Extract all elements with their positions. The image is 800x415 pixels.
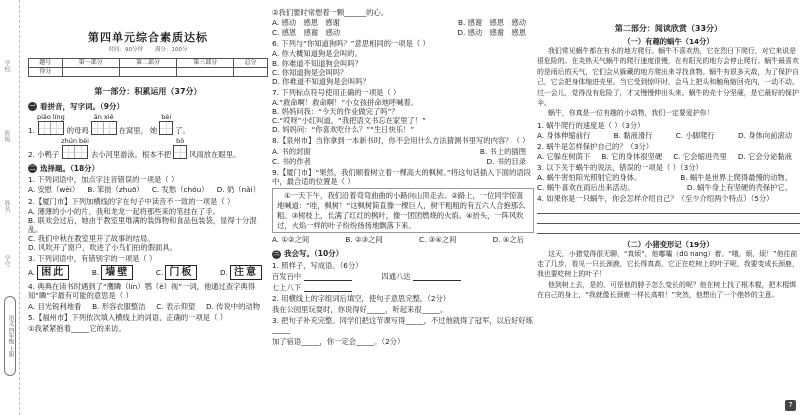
option[interactable]: B. 黏液滑行	[613, 130, 653, 140]
question-stem: 1. 蜗牛爬行的速度是（ ）（3分）	[537, 120, 645, 130]
score-cell: 第三部分	[177, 58, 234, 67]
idiom-example	[272, 283, 534, 292]
option[interactable]: C.“哎呀”小红叫道，“我把语文书忘在家里了！”	[272, 116, 426, 126]
option[interactable]: A. 书的封面	[272, 146, 311, 156]
score-cell[interactable]	[177, 67, 234, 76]
option[interactable]: D. 身体向前滚动	[737, 130, 792, 140]
question-stem: 8.【泉州市】当你拿到一本新书时，你不会用什么方法猜测书里写的内容？（ ）	[272, 136, 530, 146]
option[interactable]: B. 你难道不知道狗会叫吗？	[272, 58, 362, 68]
sentence-text: 她	[149, 125, 158, 135]
options-row	[28, 185, 268, 194]
option[interactable]: C. 我们中秋在教室里开了故事的结局。	[28, 234, 155, 244]
option[interactable]: C. 蜗牛喜欢在雨后出来活动。	[537, 183, 635, 193]
option[interactable]: C. 表示仰望	[156, 301, 196, 311]
exam-meta	[28, 47, 268, 54]
part-two-title: 第二部分：阅读欣赏（33分）	[614, 24, 723, 33]
option[interactable]: C. 你知道狗是会叫吗？	[272, 67, 348, 77]
pinyin-cell[interactable]	[173, 137, 187, 159]
options-row	[272, 147, 534, 156]
option[interactable]: B. 笨拙（zhuō）	[87, 185, 144, 195]
strip-label-school: 学校	[3, 60, 10, 72]
passage-title: （一）有趣的蜗牛（14分）	[623, 37, 714, 46]
option[interactable]: A. ①②之间	[272, 235, 310, 245]
section-number-icon: 一	[29, 102, 36, 110]
exam-title: 第四单元综合素质达标	[88, 31, 208, 44]
option[interactable]: A.“救命啊！救命啊！”小女孩拼命地呼喊着。	[272, 97, 419, 107]
section-header	[28, 164, 268, 173]
tian-grid	[38, 121, 64, 135]
score-cell: 第一部分	[62, 58, 119, 67]
question-stem: 7. 下列标点符号使用正确的一项是（ ）	[272, 87, 401, 97]
options-row	[537, 173, 800, 182]
section-number-icon: 二	[29, 164, 36, 172]
options-list	[272, 98, 534, 134]
answer-blank[interactable]	[413, 274, 461, 281]
option[interactable]	[220, 265, 262, 280]
option[interactable]: A. 薄薄的小小的片，我和龙龙一起将那些来的笔挂在了手。	[28, 206, 220, 216]
reading-paragraph: 他到树上去，是的，可是他的脖子怎么变长的呢？他在树上找了根木棍，把木棍绑在自己的身上，“我就像长颈鹿一样长高啦！”突然，他想出了一个绝妙的主意。	[537, 280, 797, 300]
score-cell[interactable]	[234, 67, 268, 76]
question-stem: 2.【厦门市】下列加横线的字在句子中读音不一致的一项是（ ）	[28, 196, 235, 206]
pinyin-cell[interactable]	[91, 113, 117, 135]
sentence-text: 风雨放在眼里。	[189, 149, 241, 159]
option[interactable]: D. 蜗牛身上有坚硬的壳保护它。	[686, 183, 792, 193]
reading-paragraph: 这天，小猪觉得很无聊，“真烦”，他嘟囔（dū nang）着。“哦，烦，烦！”他往前走了几步，看见一只长颈鹿，它长得真高，它正在吃树上的叶子呢，我要变成长颈鹿，我也要吃树上的叶子！	[537, 249, 799, 279]
pinyin-cell[interactable]	[159, 113, 173, 135]
word-tile: 墙壁	[101, 265, 133, 280]
question-stem: 2. 蜗牛是怎样保护自己的？（3分）	[537, 141, 654, 151]
answer-line[interactable]	[537, 205, 800, 214]
pinyin-text: bèi	[161, 113, 172, 121]
idiom-text: 四通八达	[381, 271, 411, 281]
option[interactable]: D. 风吹开了窗户，吹进了小鸟们拍的假面具。	[28, 243, 177, 253]
answer-line[interactable]	[537, 225, 800, 234]
pinyin-text: bō	[176, 137, 185, 145]
option[interactable]: C. 感恩 感谢 感动	[272, 28, 341, 38]
page-number: 7	[785, 400, 796, 411]
word-tiles	[28, 265, 268, 280]
strip-label-class: 班级	[3, 130, 10, 142]
pinyin-cell[interactable]	[61, 137, 89, 159]
option[interactable]: D. ④之后	[492, 235, 524, 245]
exam-time: 时间：90分钟	[108, 46, 143, 53]
option[interactable]: A. 感动 感恩 感谢	[272, 18, 340, 28]
option[interactable]: B. 形容衣服整洁	[92, 301, 146, 311]
section-title: 选择题。（18分）	[40, 164, 100, 173]
option[interactable]: C. 发愁（chóu）	[151, 185, 209, 195]
question-stem: 3. 以下关于蜗牛的说法，错误的一项是（ ）（3分）	[537, 163, 703, 173]
question-stem: 6. 下列与“你知道狗吗？”意思相同的一项是（ ）	[272, 39, 430, 49]
option[interactable]: D. 妈妈问：“你喜欢吃什么？”“生日快乐！”	[272, 125, 415, 135]
reading-paragraph: 蜗牛，你真是一位有趣的小动物，我们一定要爱护你！	[548, 109, 714, 118]
question-stem: 4. 如果你是一只蜗牛，你会怎样介绍自己？（至少介绍两个特点）（5分）	[537, 194, 774, 204]
idiom-text: 七上八下	[272, 283, 302, 293]
option[interactable]: B. 感谢 感恩 感动	[457, 18, 526, 28]
option-letter: A.	[28, 268, 36, 278]
option[interactable]: D. 你难道不知道狗是会叫吗？	[272, 76, 370, 86]
question-stem: 5.【福州市】下列依次填入横线上的词语，正确的一项是（ ）	[28, 312, 227, 322]
reading-paragraph: 我们常见蜗牛都在有水的地方爬行。蜗牛不喜欢热，它在烈日下爬行，对它来说是很危险的。在炎热天气蜗牛的爬行速度很慢，在有阳光的地方会停止爬行。蜗牛最喜欢的是雨后的天气，它们会从躲藏的地方爬出来寻找食物。蜗牛有很多天敌，为了保护自己，它会把身体缩进壳里。当它受到惊吓时，会马上把头和触角缩回壳内，一动不动。过一会儿，觉得没有危险了，才又慢慢伸出头来。蜗牛的壳十分坚硬，是它最好的保护伞。	[537, 47, 799, 107]
question-stem: 1. 下列词语中，加点字注音错误的一项是（ ）	[28, 175, 179, 185]
options-row	[537, 131, 800, 140]
option[interactable]: A. 蜗牛害怕阳光照射它的身体。	[537, 173, 642, 183]
options-list	[28, 207, 268, 253]
option-letter: D.	[220, 268, 228, 278]
idiom-text: 百发百中	[272, 271, 302, 281]
pinyin-row-2	[28, 137, 268, 159]
option[interactable]: B. 蜗牛是世界上爬得最慢的动物。	[680, 173, 792, 183]
sentence-text: 去小河里游泳，根本不把	[90, 149, 172, 159]
options-list	[272, 49, 534, 85]
option[interactable]: D. 传说中的动物	[205, 301, 260, 311]
strip-label-name: 姓名	[3, 200, 10, 212]
word-tile: 注意	[230, 265, 262, 280]
option[interactable]: C. ③④之间	[418, 235, 457, 245]
score-cell[interactable]	[119, 67, 176, 76]
option[interactable]: C. 书的作者	[272, 156, 311, 166]
strip-label-id: 学号	[3, 255, 10, 267]
sentence-text: 2. 小鸭子	[28, 149, 60, 159]
question-stem: 2. 用横线上的字组词后填空，使句子意思完整。（2分）	[272, 294, 451, 304]
option[interactable]: A. 目光锐利地看	[28, 301, 82, 311]
score-cell: 题号	[29, 58, 63, 67]
part-one-title: 第一部分：积累运用（37分）	[94, 86, 202, 96]
option[interactable]: B. 书上的插图	[479, 146, 526, 156]
answer-blank[interactable]	[304, 274, 352, 281]
option[interactable]: D. 奶（nǎi）	[216, 185, 260, 195]
options-row	[272, 235, 534, 244]
section-title: 我会写。（10分）	[284, 249, 344, 259]
option[interactable]: C. 它会缩进壳里	[673, 151, 727, 161]
page-right	[537, 0, 800, 415]
options-row	[272, 28, 534, 37]
answer-blank[interactable]	[304, 285, 352, 292]
idiom-example	[272, 272, 352, 281]
score-cell: 总分	[234, 58, 268, 67]
options-row	[537, 152, 800, 161]
option[interactable]: B. ②③之间	[345, 235, 383, 245]
question-stem: 9.【厦门市】“果然，我们顺着树立着一棵高大的枫树。”将这句话插入下面的语段中，最合适的位置是（ ）	[272, 167, 531, 186]
options-row	[28, 302, 268, 311]
option[interactable]: D. 它会分泌黏液	[737, 151, 792, 161]
pinyin-row-1	[28, 113, 268, 135]
passage-title: （二）小猪变形记（19分）	[623, 239, 714, 249]
option[interactable]: A. 安慰（wèi）	[28, 185, 80, 195]
tian-grid	[173, 145, 187, 159]
idiom-row	[272, 272, 534, 281]
options-row	[272, 157, 534, 166]
grade-badge: 语文 四年级 上册	[4, 296, 16, 376]
options-row	[537, 183, 800, 192]
option[interactable]	[28, 265, 69, 280]
question-number: 1.	[28, 125, 35, 135]
tian-grid	[62, 145, 88, 159]
page-left	[0, 0, 270, 415]
word-tile: 门板	[165, 265, 197, 280]
option[interactable]	[92, 265, 133, 280]
score-cell: 第二部分	[119, 58, 176, 67]
exam-full-score: 满分：100分	[155, 46, 188, 53]
question-line: 我在公园里玩耍时，你说得好_____，听起来很_____。	[272, 305, 448, 315]
question-stem: 3. 下列词语中，有错别字的一项是（ ）	[28, 254, 157, 264]
score-cell: 得分	[29, 67, 63, 76]
option-letter: C.	[155, 268, 164, 278]
section-title: 看拼音，写字词。（9分）	[40, 101, 124, 111]
options-row	[272, 18, 534, 27]
option[interactable]: A. 它躲在树荫下	[537, 151, 591, 161]
pinyin-text: ān xiē	[93, 113, 114, 121]
sentence-text: 的母鸡	[66, 125, 89, 135]
question-line: ①我紧紧抱着_____它的来访。	[28, 323, 126, 333]
option[interactable]: B. 联欢会过后，她由于教室里堆满的装饰物和食品包装袋，显得十分混乱。	[28, 215, 257, 234]
score-cell[interactable]	[62, 67, 119, 76]
pinyin-cell[interactable]	[37, 113, 65, 135]
question-stem: 4. 典典在读书时遇到了“鹰瞵（lín）鹗（è）视”一词，他通过查字典得知“瞵”字最有可能的意思是（ ）	[28, 282, 256, 301]
option[interactable]: D. 书的目录	[486, 156, 526, 166]
sentence-text: 在窝里，	[118, 125, 148, 135]
question-line: 加了宿语_____，你一定会_____。（2分）	[272, 336, 405, 346]
option[interactable]: A. 身体伸缩前行	[537, 130, 591, 140]
sentence-text: 了。	[175, 125, 190, 135]
tian-grid	[159, 121, 173, 135]
option-letter: B.	[91, 268, 100, 278]
question-stem: 3. 把句子补充完整。同学们把这节课写得_____，不过他就得了冠军，以后好好练_____	[272, 316, 534, 335]
pinyin-text: piāo líng	[36, 113, 65, 121]
option[interactable]: D. 感动 感谢 感恩	[457, 28, 526, 38]
tian-grid	[91, 121, 117, 135]
score-table	[28, 58, 268, 77]
option[interactable]: A. 你大概知道狗是会叫的。	[272, 49, 362, 59]
reading-passage: ①一天下午，我们沿着弯弯曲曲的小路向山顶走去。②路上，一位同学惊喜地喊道：“哇，枫树！”这枫树简直像一棵巨人，树干粗粗的有五六人合抱那么粗。③树枝上，长满了红红的枫叶，像一团团燃烧的火焰。④抬头，一阵风吹过，火焰一样的叶子纷纷扬扬地飘落下来。	[272, 188, 534, 233]
pinyin-text: zhūn bèi	[61, 137, 89, 145]
binding-strip	[0, 0, 20, 415]
option[interactable]: C. 小脚爬行	[675, 130, 715, 140]
question-stem: 1. 照样子，写成语。（6分）	[272, 260, 363, 270]
section-header	[28, 102, 268, 111]
option[interactable]: B. 它的身体很坚硬	[601, 151, 663, 161]
word-tile: 困此	[37, 265, 69, 280]
question-line: ②我们要时常想着一颗______的心。	[272, 8, 388, 17]
idiom-example	[382, 272, 462, 281]
option[interactable]: B. 妈妈问我：“今天的作业做完了吗”？	[272, 107, 399, 117]
answer-line[interactable]	[537, 215, 800, 224]
page-middle	[272, 0, 534, 415]
section-header	[272, 249, 534, 258]
option[interactable]	[156, 265, 197, 280]
section-number-icon: 三	[273, 250, 280, 258]
